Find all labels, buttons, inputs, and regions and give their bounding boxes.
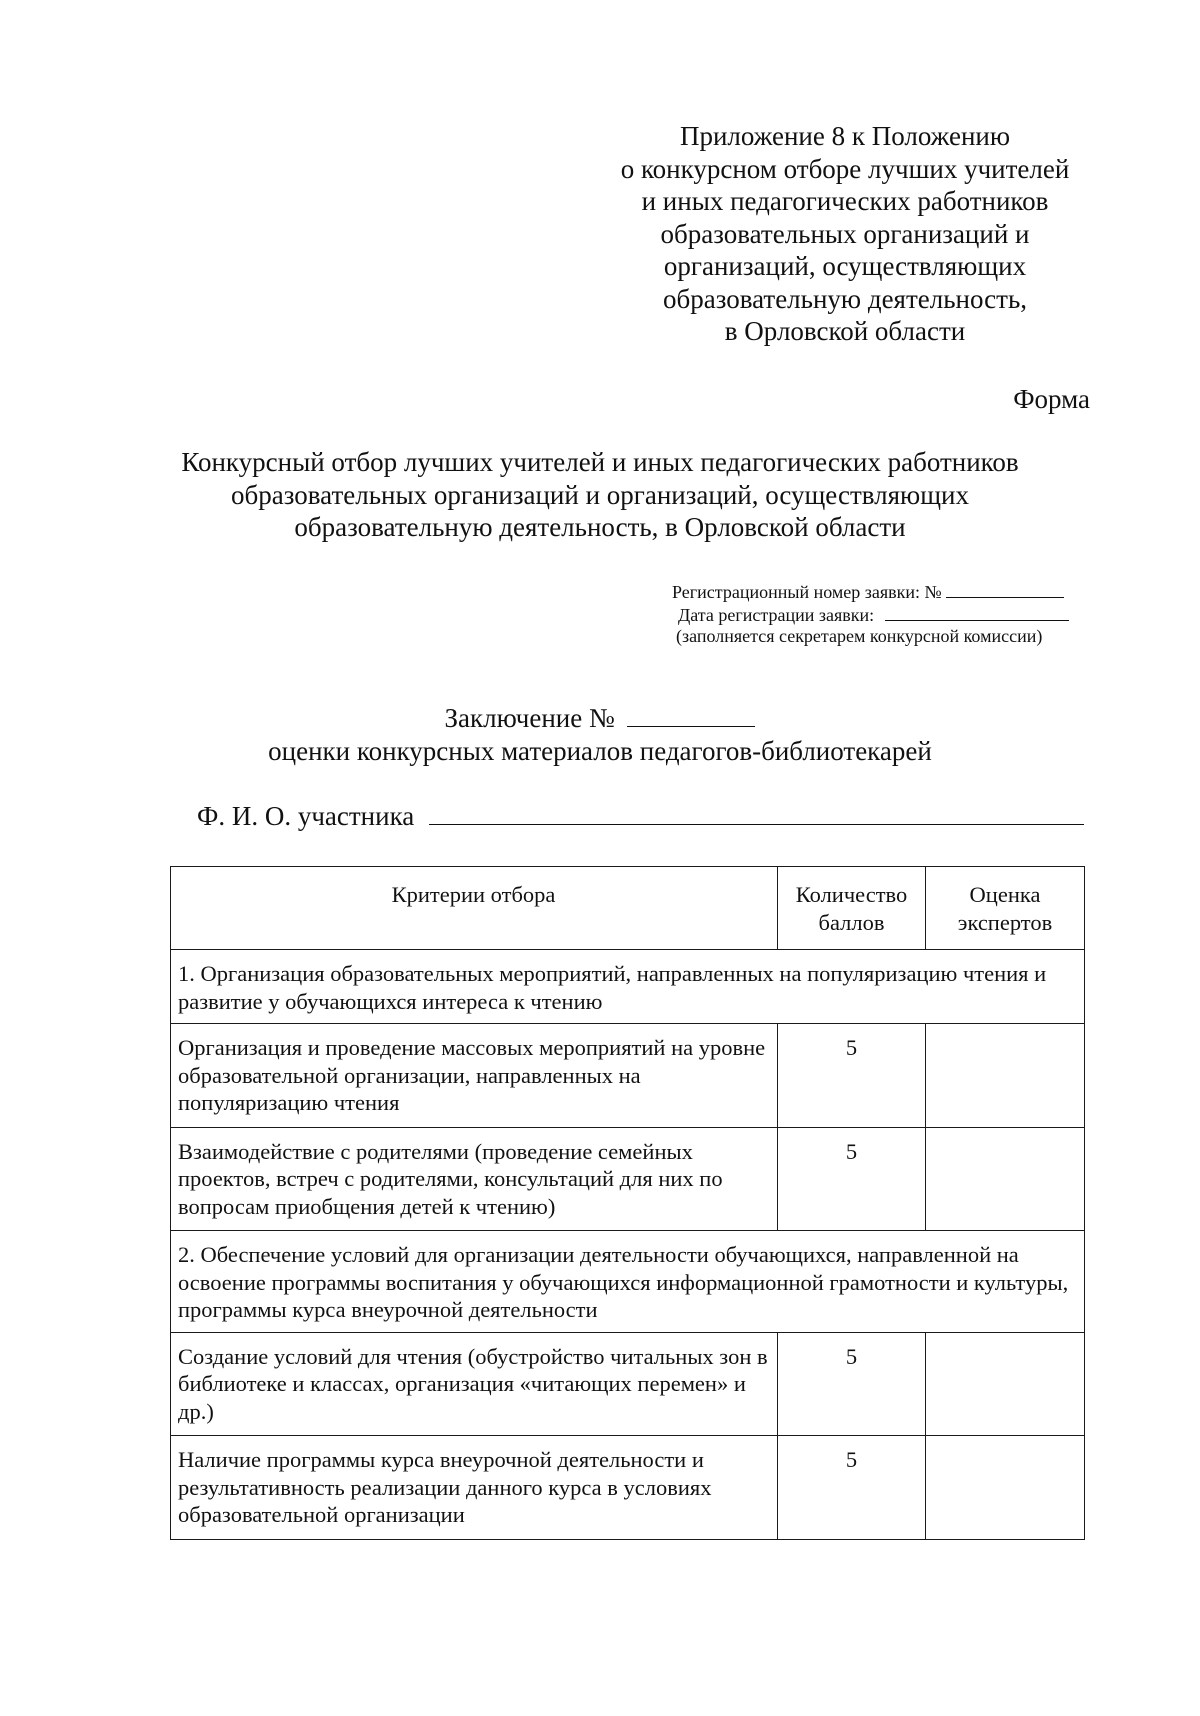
appendix-line: о конкурсном отборе лучших учителей [620, 153, 1070, 184]
participant-name-field[interactable] [429, 800, 1084, 825]
appendix-line: и иных педагогических работников [641, 186, 1049, 216]
header-criteria: Критерии отбора [171, 867, 778, 950]
expert-score-cell[interactable] [926, 1127, 1085, 1231]
criterion-cell: Организация и проведение массовых мероприятий на уровне образовательной организации, направленных на популяризацию чтения [171, 1024, 778, 1128]
table-row [171, 1127, 1085, 1231]
competition-title-line: образовательную деятельность, в Орловской области [294, 512, 906, 542]
participant-label: Ф. И. О. участника [197, 801, 415, 831]
table-section-row [171, 1231, 1085, 1333]
points-cell: 5 [778, 1332, 926, 1436]
conclusion-title: Заключение № [444, 703, 615, 733]
registration-number-field[interactable] [946, 580, 1064, 598]
registration-note: (заполняется секретарем конкурсной комиссии) [676, 626, 1043, 646]
appendix-line: организаций, осуществляющих [663, 251, 1027, 281]
points-cell: 5 [778, 1436, 926, 1540]
points-cell: 5 [778, 1127, 926, 1231]
appendix-line: в Орловской области [724, 316, 966, 346]
expert-score-cell[interactable] [926, 1332, 1085, 1436]
participant-row [197, 800, 1097, 832]
conclusion-title-row [200, 702, 1000, 735]
criterion-cell: Создание условий для чтения (обустройство читальных зон в библиотеке и классах, организация «читающих перемен» и др.) [171, 1332, 778, 1436]
table-header-row [171, 867, 1085, 950]
competition-title-line: образовательных организаций и организаций, осуществляющих [231, 479, 969, 510]
registration-number-label: Регистрационный номер заявки: № [672, 582, 942, 602]
table-row [171, 1436, 1085, 1540]
table-section-row [171, 950, 1085, 1024]
criteria-table [170, 866, 1085, 1540]
criterion-cell: Наличие программы курса внеурочной деятельности и результативность реализации данного курса в условиях образовательной организации [171, 1436, 778, 1540]
form-label: Форма [1013, 384, 1090, 414]
appendix-header [600, 120, 1090, 348]
registration-block [672, 580, 1102, 647]
conclusion-number-field[interactable] [627, 702, 755, 727]
expert-score-cell[interactable] [926, 1024, 1085, 1128]
header-points: Количество баллов [778, 867, 926, 950]
table-row [171, 1024, 1085, 1128]
competition-title-line: Конкурсный отбор лучших учителей и иных педагогических работников [181, 447, 1019, 477]
registration-date-row [678, 603, 1102, 626]
competition-title [150, 446, 1050, 544]
points-cell: 5 [778, 1024, 926, 1128]
appendix-line: Приложение 8 к Положению [679, 121, 1011, 151]
registration-date-field[interactable] [885, 603, 1069, 621]
section-title: 2. Обеспечение условий для организации деятельности обучающихся, направленной на освоение программы воспитания у обучающихся информационной грамотности и культуры, программы курса внеурочной деятельности [171, 1231, 1085, 1333]
header-expert-score: Оценка экспертов [926, 867, 1085, 950]
expert-score-cell[interactable] [926, 1436, 1085, 1540]
conclusion-subtitle: оценки конкурсных материалов педагогов-библиотекарей [268, 735, 932, 766]
appendix-line: образовательную деятельность, [662, 283, 1028, 314]
appendix-line: образовательных организаций и [660, 218, 1030, 249]
criterion-cell: Взаимодействие с родителями (проведение семейных проектов, встреч с родителями, консультаций для них по вопросам приобщения детей к чтению) [171, 1127, 778, 1231]
registration-date-label: Дата регистрации заявки: [678, 605, 875, 625]
section-title: 1. Организация образовательных мероприятий, направленных на популяризацию чтения и развитие у обучающихся интереса к чтению [171, 950, 1085, 1024]
conclusion-heading [200, 702, 1000, 767]
table-row [171, 1332, 1085, 1436]
registration-number-row [672, 580, 1102, 603]
